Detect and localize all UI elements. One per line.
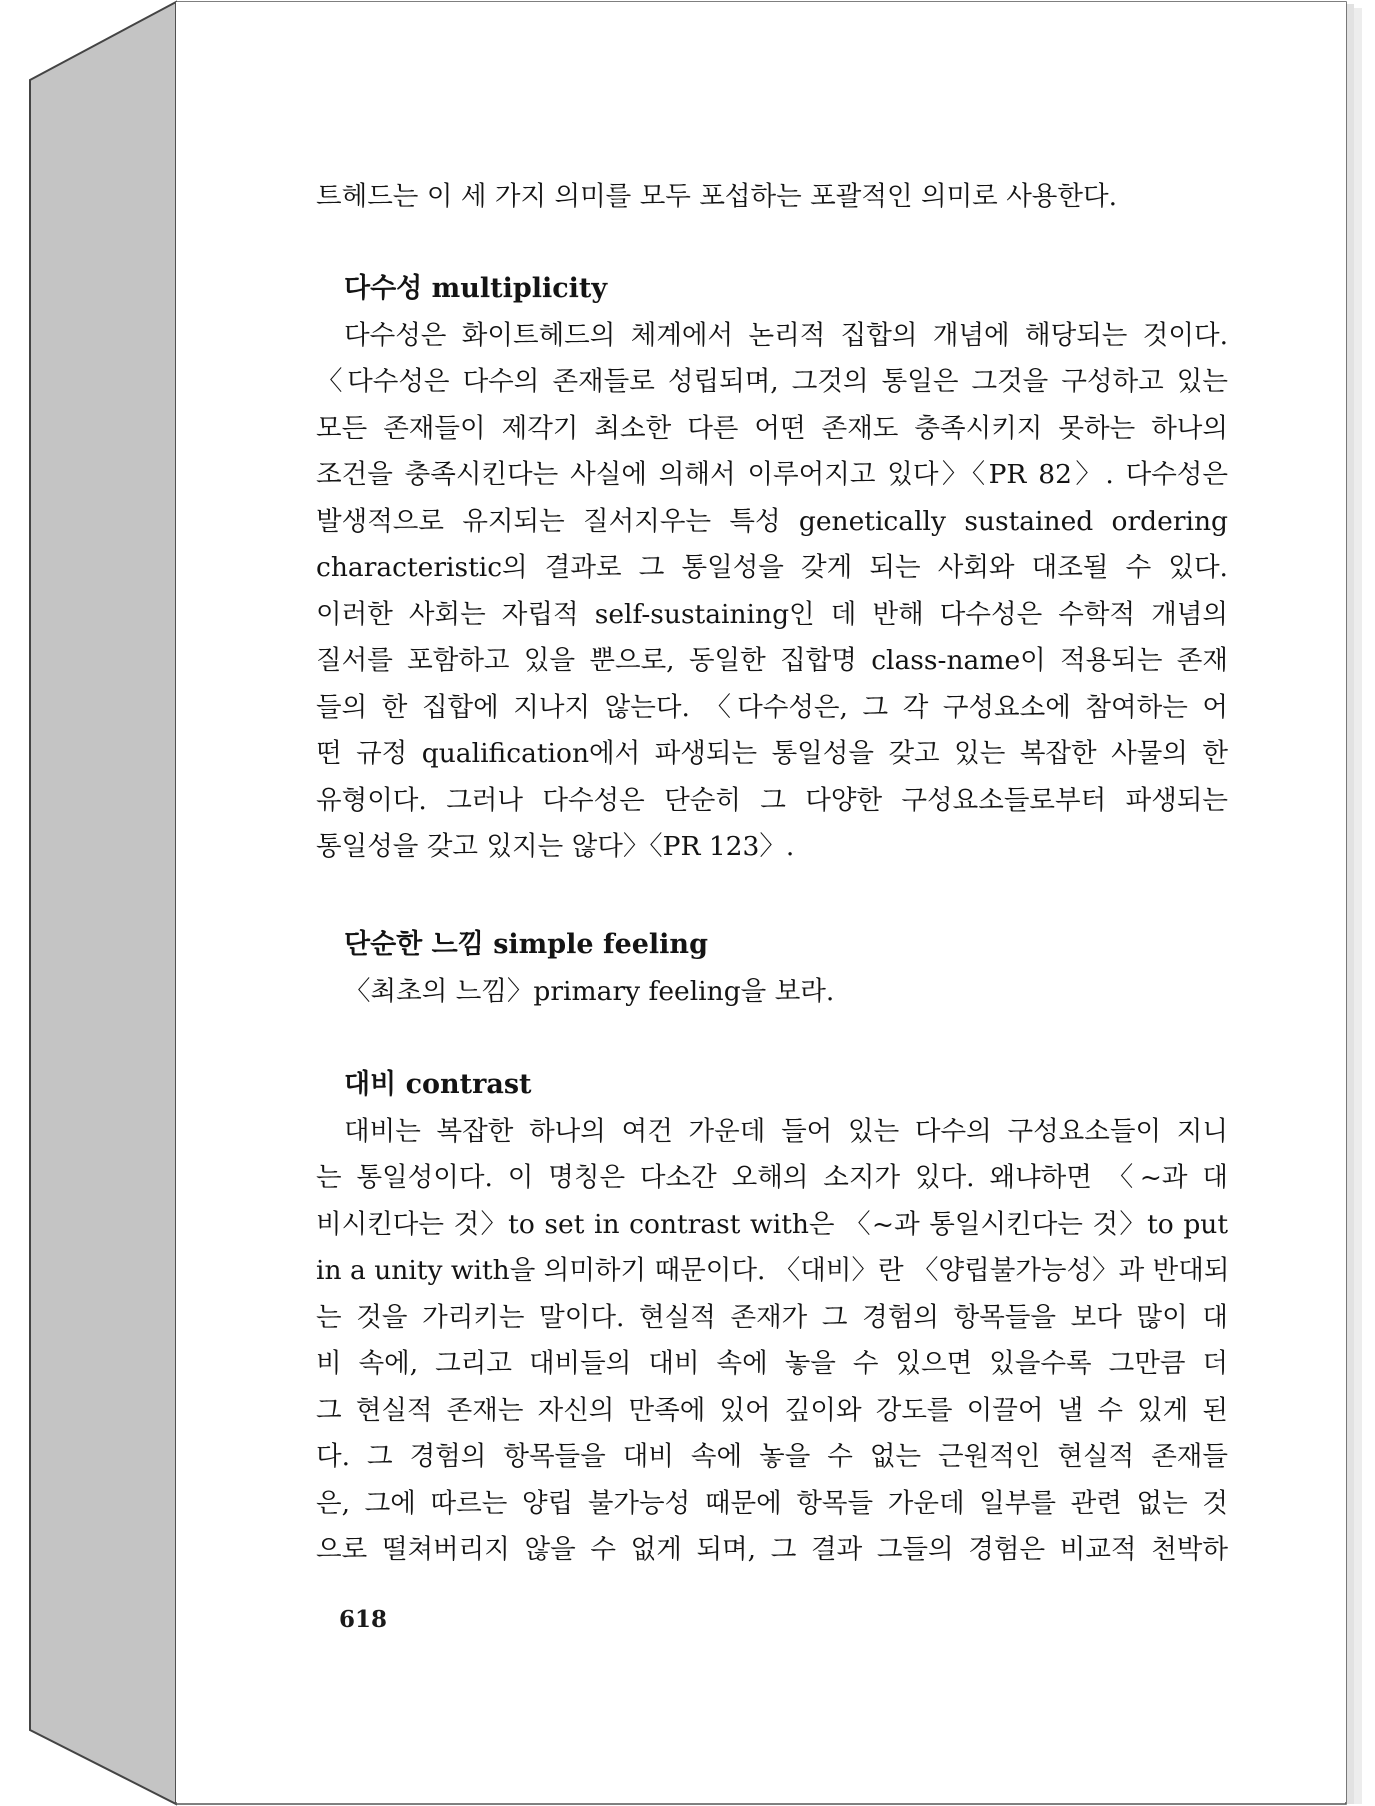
text-line: 질서를 포함하고 있을 뿐으로, 동일한 집합명 class-name이 적용되는 존재 [316,645,1228,676]
text-line: 발생적으로 유지되는 질서지우는 특성 genetically sustained ordering [316,505,1228,537]
intro-paragraph [316,174,1228,221]
section-simple-feeling [316,922,1228,1015]
text-line: 다. 그 경험의 항목들을 대비 속에 놓을 수 없는 근원적인 현실적 존재들 [316,1441,1228,1472]
text-line: 떤 규정 qualification에서 파생되는 통일성을 갖고 있는 복잡한 사물의 한 [316,738,1228,769]
text-line: 들의 한 집합에 지나지 않는다. 〈다수성은, 그 각 구성요소에 참여하는 어 [316,691,1228,723]
text-line: 는 것을 가리키는 말이다. 현실적 존재가 그 경험의 항목들을 보다 많이 대 [316,1301,1228,1333]
book-page [176,2,1346,1802]
text-line: 그 현실적 존재는 자신의 만족에 있어 깊이와 강도를 이끌어 낼 수 있게 된 [316,1394,1228,1426]
text-line: 〈최초의 느낌〉primary feeling을 보라. [344,975,835,1007]
text-line: 이러한 사회는 자립적 self-sustaining인 데 반해 다수성은 수학적 개념의 [316,598,1228,630]
text-line: 유형이다. 그러나 다수성은 단순히 그 다양한 구성요소들로부터 파생되는 [316,784,1228,816]
intro-line: 트헤드는 이 세 가지 의미를 모두 포섭하는 포괄적인 의미로 사용한다. [316,181,1118,212]
text-line: 통일성을 갖고 있지는 않다〉〈PR 123〉. [316,831,795,862]
section-contrast [316,1062,1228,1574]
text-line: in a unity with을 의미하기 때문이다. 〈대비〉란 〈양립불가능성〉과 반대되 [316,1255,1230,1286]
text-line: 모든 존재들이 제각기 최소한 다른 어떤 존재도 충족시키지 못하는 하나의 [316,412,1228,444]
section-heading: 다수성 multiplicity [344,273,608,304]
text-line: characteristic의 결과로 그 통일성을 갖게 되는 사회와 대조될 수 있다. [316,552,1228,583]
text-line: 〈다수성은 다수의 존재들로 성립되며, 그것의 통일은 그것을 구성하고 있는 [316,366,1228,397]
text-line: 비시킨다는 것〉to set in contrast with은 〈~과 통일시킨다는 것〉to put [316,1208,1228,1240]
text-line: 대비는 복잡한 하나의 여건 가운데 들어 있는 다수의 구성요소들이 지니 [344,1115,1228,1147]
text-line: 는 통일성이다. 이 명칭은 다소간 오해의 소지가 있다. 왜냐하면 〈~과 대 [316,1162,1228,1193]
text-line: 비 속에, 그리고 대비들의 대비 속에 놓을 수 있으면 있을수록 그만큼 더 [316,1348,1228,1379]
page-number: 618 [339,1606,388,1633]
text-line: 으로 떨쳐버리지 않을 수 없게 되며, 그 결과 그들의 경험은 비교적 천박하 [316,1534,1228,1565]
section-multiplicity [316,266,1228,871]
section-heading: 대비 contrast [344,1069,532,1100]
text-line: 조건을 충족시킨다는 사실에 의해서 이루어지고 있다〉〈PR 82〉. 다수성은 [316,459,1228,490]
section-heading: 단순한 느낌 simple feeling [344,929,708,960]
text-line: 은, 그에 따르는 양립 불가능성 때문에 항목들 가운데 일부를 관련 없는 것 [316,1487,1228,1519]
text-line: 다수성은 화이트헤드의 체계에서 논리적 집합의 개념에 해당되는 것이다. [344,319,1228,351]
